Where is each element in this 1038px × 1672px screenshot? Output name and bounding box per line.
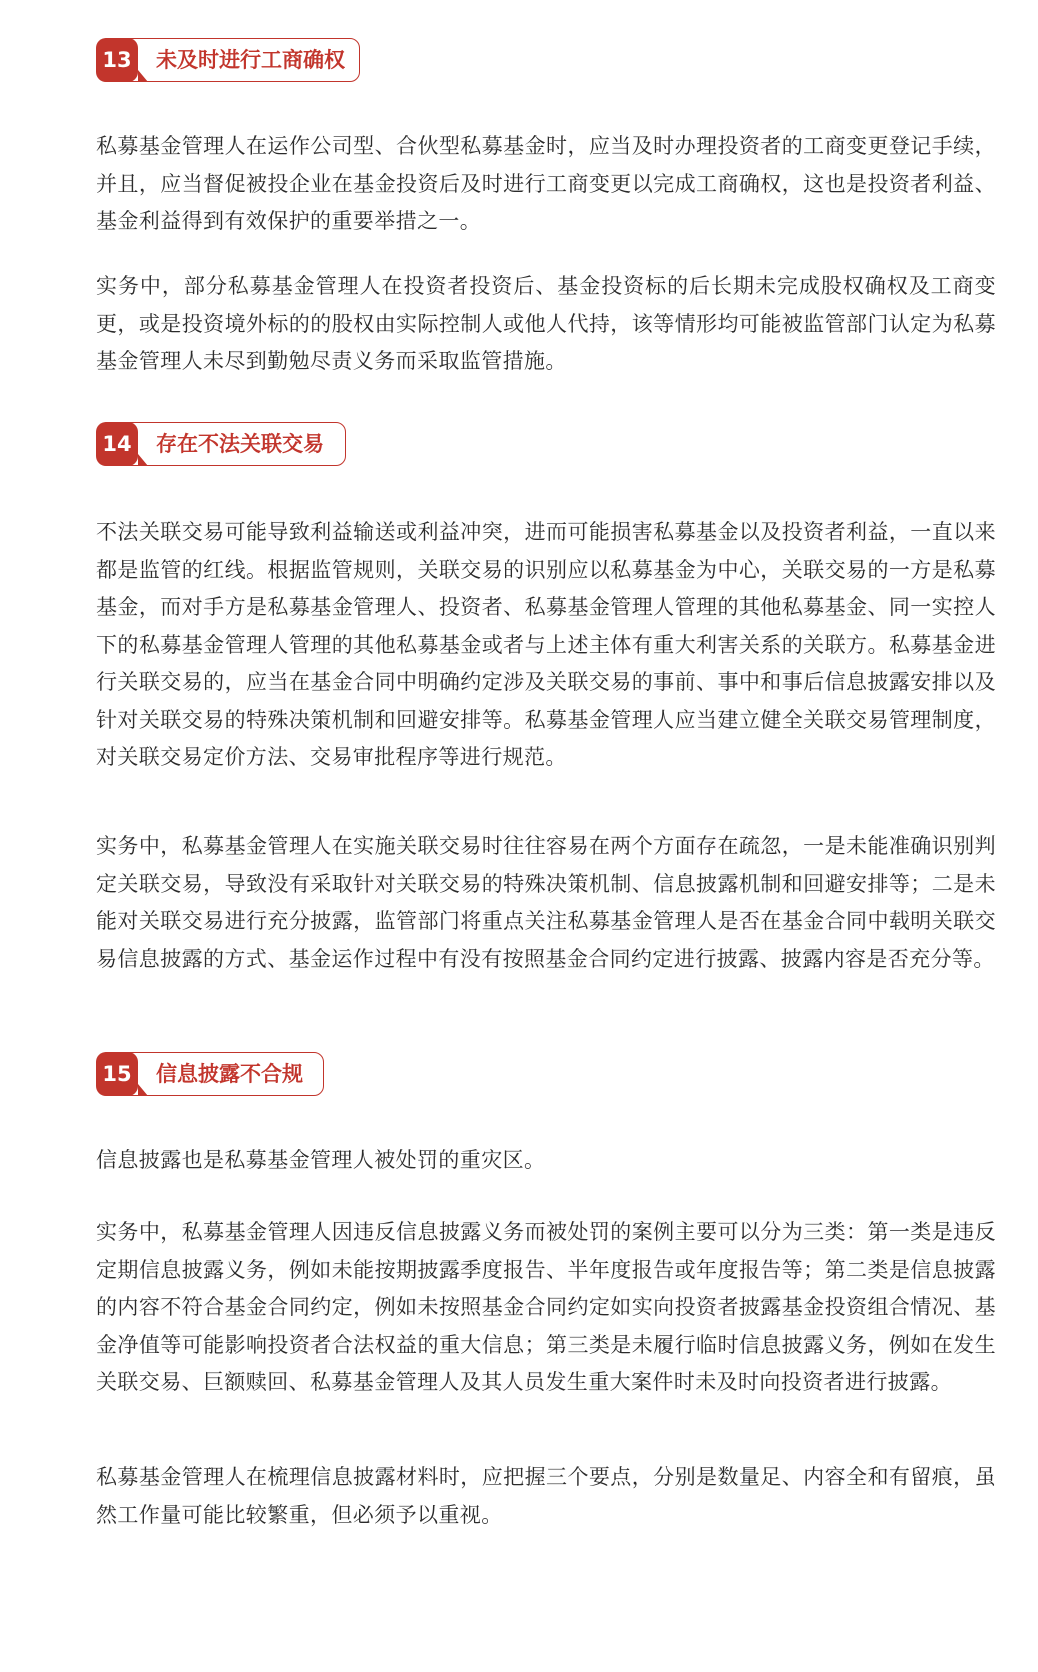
- paragraph: 私募基金管理人在运作公司型、合伙型私募基金时，应当及时办理投资者的工商变更登记手续，并且，应当督促被投企业在基金投资后及时进行工商变更以完成工商确权，这也是投资者利益、基金利益得到有效保护的重要举措之一。: [96, 134, 996, 233]
- section-heading-15: [96, 1052, 324, 1098]
- paragraph: 私募基金管理人在梳理信息披露材料时，应把握三个要点，分别是数量足、内容全和有留痕，虽然工作量可能比较繁重，但必须予以重视。: [96, 1465, 996, 1527]
- paragraph: 实务中，私募基金管理人因违反信息披露义务而被处罚的案例主要可以分为三类：第一类是违反定期信息披露义务，例如未能按期披露季度报告、半年度报告或年度报告等；第二类是信息披露的内容不符合基金合同约定，例如未按照基金合同约定如实向投资者披露基金投资组合情况、基金净值等可能影响投资者合法权益的重大信息；第三类是未履行临时信息披露义务，例如在发生关联交易、巨额赎回、私募基金管理人及其人员发生重大案件时未及时向投资者进行披露。: [96, 1220, 996, 1394]
- paragraph: 不法关联交易可能导致利益输送或利益冲突，进而可能损害私募基金以及投资者利益，一直以来都是监管的红线。根据监管规则，关联交易的识别应以私募基金为中心，关联交易的一方是私募基金，而对手方是私募基金管理人、投资者、私募基金管理人管理的其他私募基金、同一实控人下的私募基金管理人管理的其他私募基金或者与上述主体有重大利害关系的关联方。私募基金进行关联交易的，应当在基金合同中明确约定涉及关联交易的事前、事中和事后信息披露安排以及针对关联交易的特殊决策机制和回避安排等。私募基金管理人应当建立健全关联交易管理制度，对关联交易定价方法、交易审批程序等进行规范。: [96, 520, 996, 769]
- section-number-badge: 14: [96, 422, 138, 466]
- section-title: 信息披露不合规: [156, 1062, 303, 1086]
- section-heading-14: [96, 422, 346, 468]
- section-title: 存在不法关联交易: [156, 432, 324, 456]
- paragraph: 信息披露也是私募基金管理人被处罚的重灾区。: [96, 1148, 546, 1172]
- section-number-badge: 13: [96, 38, 138, 82]
- section-number-badge: 15: [96, 1052, 138, 1096]
- section-heading-13: [96, 38, 360, 84]
- section-title: 未及时进行工商确权: [156, 48, 345, 72]
- paragraph: 实务中，私募基金管理人在实施关联交易时往往容易在两个方面存在疏忽，一是未能准确识别判定关联交易，导致没有采取针对关联交易的特殊决策机制、信息披露机制和回避安排等；二是未能对关联交易进行充分披露，监管部门将重点关注私募基金管理人是否在基金合同中载明关联交易信息披露的方式、基金运作过程中有没有按照基金合同约定进行披露、披露内容是否充分等。: [96, 834, 996, 971]
- paragraph: 实务中，部分私募基金管理人在投资者投资后、基金投资标的后长期未完成股权确权及工商变更，或是投资境外标的的股权由实际控制人或他人代持，该等情形均可能被监管部门认定为私募基金管理人未尽到勤勉尽责义务而采取监管措施。: [96, 274, 996, 373]
